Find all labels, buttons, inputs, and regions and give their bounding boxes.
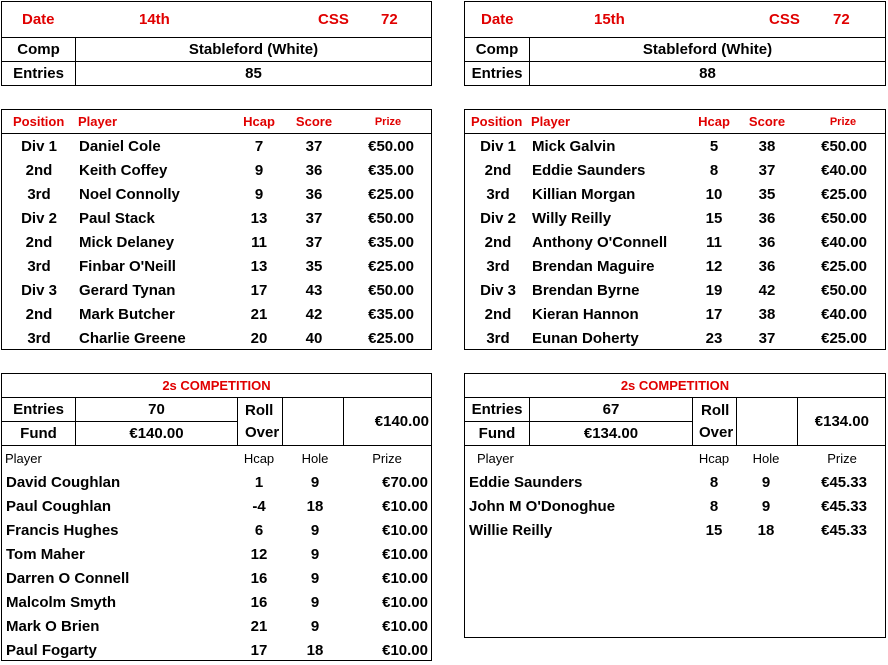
prize-cell: €25.00: [821, 329, 867, 347]
twos-entries-value: 67: [530, 398, 693, 422]
comp-label: Comp: [465, 38, 530, 61]
player-name: Mark Butcher: [79, 305, 175, 323]
prize-cell: €45.33: [821, 521, 867, 539]
table-row: [465, 518, 885, 542]
over-label: Over: [245, 423, 280, 441]
player-name: Paul Coughlan: [6, 497, 111, 515]
date-label: Date: [481, 11, 514, 28]
score-cell: 37: [305, 209, 323, 227]
table-row: [2, 254, 431, 278]
entries-row: [465, 62, 885, 85]
player-header: Player: [78, 114, 118, 129]
player-name: David Coughlan: [6, 473, 121, 491]
roll-label: Roll: [245, 401, 274, 419]
hole-cell: 9: [310, 545, 320, 563]
score-cell: 36: [305, 185, 323, 203]
date-row: [465, 2, 885, 38]
table-row: [465, 134, 885, 158]
score-cell: 37: [305, 137, 323, 155]
table-row: [2, 470, 431, 494]
prize-header: Prize: [829, 115, 857, 128]
date-row: [2, 2, 431, 38]
score-cell: 36: [758, 209, 776, 227]
hcap-cell: 16: [250, 569, 268, 587]
table-row: [2, 182, 431, 206]
prize-cell: €25.00: [368, 257, 414, 275]
twos-fund-label: Fund: [465, 422, 530, 445]
prize-cell: €50.00: [821, 281, 867, 299]
table-row: [465, 494, 885, 518]
position-cell: 3rd: [27, 329, 51, 347]
twos-hole-header: Hole: [752, 450, 780, 466]
position-cell: 3rd: [486, 185, 510, 203]
event-info-15th: [464, 1, 886, 86]
score-cell: 37: [758, 161, 776, 179]
prize-cell: €10.00: [382, 569, 428, 587]
hcap-cell: 17: [250, 641, 268, 659]
position-cell: Div 3: [480, 281, 516, 299]
entries-value: 88: [699, 65, 716, 82]
table-row: [2, 566, 431, 590]
twos-header-row: [465, 446, 885, 470]
position-cell: 3rd: [27, 185, 51, 203]
player-name: Finbar O'Neill: [79, 257, 176, 275]
twos-entries-value: 70: [76, 398, 238, 422]
player-name: Malcolm Smyth: [6, 593, 117, 611]
position-header: Position: [13, 114, 65, 129]
table-row: [465, 230, 885, 254]
player-name: Kieran Hannon: [532, 305, 639, 323]
table-row: [465, 326, 885, 350]
css-label: CSS: [769, 11, 800, 28]
hcap-cell: 11: [251, 233, 267, 251]
hcap-cell: 11: [706, 233, 722, 251]
player-name: Francis Hughes: [6, 521, 119, 539]
position-cell: 2nd: [484, 233, 512, 251]
table-row: [465, 254, 885, 278]
player-name: Mark O Brien: [6, 617, 100, 635]
score-header: Score: [295, 114, 333, 129]
rollover-amount: €134.00: [814, 413, 869, 430]
table-row: [2, 302, 431, 326]
twos-hcap-header: Hcap: [243, 450, 275, 466]
hole-cell: 9: [310, 569, 320, 587]
results-header-row: [465, 110, 885, 134]
prize-cell: €10.00: [382, 521, 428, 539]
score-header: Score: [748, 114, 786, 129]
hcap-cell: 12: [705, 257, 723, 275]
twos-title: 2s COMPETITION: [620, 378, 730, 393]
table-row: [465, 470, 885, 494]
position-header: Position: [471, 114, 523, 129]
table-row: [2, 158, 431, 182]
hcap-cell: 8: [709, 161, 719, 179]
score-cell: 42: [758, 281, 776, 299]
css-label: CSS: [318, 11, 349, 28]
score-cell: 36: [305, 161, 323, 179]
comp-row: [2, 38, 431, 62]
position-cell: Div 1: [480, 137, 516, 155]
prize-cell: €35.00: [368, 305, 414, 323]
roll-label: Roll: [701, 401, 730, 419]
comp-value: Stableford (White): [642, 41, 773, 58]
position-cell: 2nd: [484, 161, 512, 179]
hcap-cell: 9: [254, 185, 264, 203]
hole-cell: 18: [306, 641, 324, 659]
player-name: Paul Fogarty: [6, 641, 97, 659]
prize-cell: €50.00: [821, 209, 867, 227]
score-cell: 38: [758, 305, 776, 323]
table-row: [465, 302, 885, 326]
prize-cell: €25.00: [368, 329, 414, 347]
date-label: Date: [22, 11, 55, 28]
position-cell: Div 1: [21, 137, 57, 155]
player-name: Paul Stack: [79, 209, 155, 227]
twos-prize-header: Prize: [827, 450, 857, 466]
hcap-cell: 13: [250, 257, 268, 275]
twos-hcap-header: Hcap: [698, 450, 730, 466]
player-name: Tom Maher: [6, 545, 85, 563]
prize-cell: €25.00: [821, 185, 867, 203]
hcap-cell: 6: [254, 521, 264, 539]
prize-cell: €25.00: [821, 257, 867, 275]
table-row: [2, 494, 431, 518]
hcap-cell: 20: [250, 329, 268, 347]
hcap-header: Hcap: [243, 114, 275, 129]
player-name: Willie Reilly: [469, 521, 553, 539]
over-label: Over: [699, 423, 734, 441]
prize-cell: €10.00: [382, 593, 428, 611]
twos-entries-label: Entries: [2, 398, 76, 422]
hcap-cell: 15: [705, 521, 723, 539]
score-cell: 42: [305, 305, 323, 323]
score-cell: 35: [305, 257, 323, 275]
hcap-cell: 17: [705, 305, 723, 323]
position-cell: 3rd: [27, 257, 51, 275]
twos-fund-block: [465, 398, 885, 446]
entries-label: Entries: [2, 62, 76, 85]
hcap-cell: 21: [250, 305, 268, 323]
comp-value: Stableford (White): [188, 41, 319, 58]
twos-fund-label: Fund: [2, 422, 76, 445]
hcap-cell: 23: [705, 329, 723, 347]
player-header: Player: [531, 114, 571, 129]
rollover-amount: €140.00: [374, 413, 429, 430]
hcap-cell: 13: [250, 209, 268, 227]
date-value: 14th: [139, 11, 170, 28]
table-row: [2, 326, 431, 350]
player-name: Killian Morgan: [532, 185, 636, 203]
results-table-14th: [1, 109, 432, 350]
prize-cell: €35.00: [368, 233, 414, 251]
entries-value: 85: [245, 65, 262, 82]
prize-cell: €45.33: [821, 473, 867, 491]
hcap-cell: 12: [250, 545, 268, 563]
player-name: Gerard Tynan: [79, 281, 176, 299]
results-table-15th: [464, 109, 886, 350]
player-name: Eunan Doherty: [532, 329, 639, 347]
table-row: [2, 230, 431, 254]
score-cell: 40: [305, 329, 323, 347]
table-row: [2, 278, 431, 302]
table-row: [2, 518, 431, 542]
player-name: Noel Connolly: [79, 185, 180, 203]
twos-title: 2s COMPETITION: [162, 378, 271, 393]
rollover-spacer: [282, 398, 344, 445]
hcap-cell: -4: [252, 497, 266, 515]
results-header-row: [2, 110, 431, 134]
prize-cell: €50.00: [368, 209, 414, 227]
hcap-cell: 15: [705, 209, 723, 227]
prize-cell: €25.00: [368, 185, 414, 203]
twos-header-row: [2, 446, 431, 470]
score-cell: 35: [758, 185, 776, 203]
twos-entries-label: Entries: [465, 398, 530, 422]
rollover-spacer: [736, 398, 798, 445]
table-row: [2, 614, 431, 638]
hcap-header: Hcap: [698, 114, 730, 129]
entries-label: Entries: [465, 62, 530, 85]
position-cell: Div 3: [21, 281, 57, 299]
score-cell: 43: [305, 281, 323, 299]
prize-cell: €10.00: [382, 641, 428, 659]
twos-competition-14th: [1, 373, 432, 661]
player-name: Brendan Maguire: [532, 257, 655, 275]
player-name: Darren O Connell: [6, 569, 130, 587]
twos-player-header: Player: [477, 450, 514, 466]
player-name: John M O'Donoghue: [469, 497, 616, 515]
hole-cell: 9: [310, 593, 320, 611]
twos-title-row: [465, 374, 885, 398]
twos-competition-15th: [464, 373, 886, 638]
comp-label: Comp: [2, 38, 76, 61]
hcap-cell: 8: [709, 473, 719, 491]
table-row: [2, 590, 431, 614]
twos-title-row: [2, 374, 431, 398]
css-value: 72: [381, 11, 398, 28]
hcap-cell: 17: [250, 281, 268, 299]
player-name: Mick Galvin: [532, 137, 616, 155]
hole-cell: 9: [761, 497, 771, 515]
hcap-cell: 5: [709, 137, 719, 155]
score-cell: 37: [305, 233, 323, 251]
prize-cell: €10.00: [382, 545, 428, 563]
player-name: Mick Delaney: [79, 233, 175, 251]
position-cell: 2nd: [25, 305, 53, 323]
prize-cell: €50.00: [368, 281, 414, 299]
entries-row: [2, 62, 431, 85]
table-row: [465, 278, 885, 302]
hcap-cell: 9: [254, 161, 264, 179]
hole-cell: 9: [310, 617, 320, 635]
date-value: 15th: [594, 11, 625, 28]
player-name: Brendan Byrne: [532, 281, 640, 299]
position-cell: 3rd: [486, 257, 510, 275]
prize-cell: €40.00: [821, 161, 867, 179]
table-row: [465, 206, 885, 230]
table-row: [465, 182, 885, 206]
hcap-cell: 21: [250, 617, 268, 635]
position-cell: 3rd: [486, 329, 510, 347]
score-cell: 36: [758, 233, 776, 251]
position-cell: 2nd: [25, 233, 53, 251]
twos-fund-value: €140.00: [76, 422, 238, 445]
position-cell: 2nd: [484, 305, 512, 323]
score-cell: 37: [758, 329, 776, 347]
hcap-cell: 1: [254, 473, 264, 491]
prize-header: Prize: [374, 115, 402, 128]
twos-prize-header: Prize: [372, 450, 402, 466]
comp-row: [465, 38, 885, 62]
table-row: [2, 134, 431, 158]
player-name: Daniel Cole: [79, 137, 161, 155]
twos-fund-block: [2, 398, 431, 446]
position-cell: 2nd: [25, 161, 53, 179]
table-row: [465, 158, 885, 182]
hole-cell: 9: [310, 521, 320, 539]
score-cell: 36: [758, 257, 776, 275]
player-name: Eddie Saunders: [469, 473, 583, 491]
player-name: Willy Reilly: [532, 209, 612, 227]
player-name: Eddie Saunders: [532, 161, 646, 179]
hole-cell: 9: [761, 473, 771, 491]
twos-player-header: Player: [5, 450, 42, 466]
hcap-cell: 10: [705, 185, 723, 203]
event-info-14th: [1, 1, 432, 86]
table-row: [2, 638, 431, 662]
prize-cell: €40.00: [821, 305, 867, 323]
position-cell: Div 2: [480, 209, 516, 227]
prize-cell: €40.00: [821, 233, 867, 251]
hcap-cell: 16: [250, 593, 268, 611]
prize-cell: €45.33: [821, 497, 867, 515]
position-cell: Div 2: [21, 209, 57, 227]
player-name: Charlie Greene: [79, 329, 186, 347]
prize-cell: €50.00: [821, 137, 867, 155]
prize-cell: €50.00: [368, 137, 414, 155]
hole-cell: 18: [757, 521, 775, 539]
player-name: Keith Coffey: [79, 161, 168, 179]
hcap-cell: 8: [709, 497, 719, 515]
prize-cell: €70.00: [382, 473, 428, 491]
player-name: Anthony O'Connell: [532, 233, 668, 251]
table-row: [2, 542, 431, 566]
prize-cell: €10.00: [382, 617, 428, 635]
hole-cell: 18: [306, 497, 324, 515]
css-value: 72: [833, 11, 850, 28]
twos-fund-value: €134.00: [530, 422, 693, 445]
twos-hole-header: Hole: [301, 450, 329, 466]
prize-cell: €35.00: [368, 161, 414, 179]
prize-cell: €10.00: [382, 497, 428, 515]
hcap-cell: 19: [705, 281, 723, 299]
table-row: [2, 206, 431, 230]
score-cell: 38: [758, 137, 776, 155]
hcap-cell: 7: [254, 137, 264, 155]
hole-cell: 9: [310, 473, 320, 491]
